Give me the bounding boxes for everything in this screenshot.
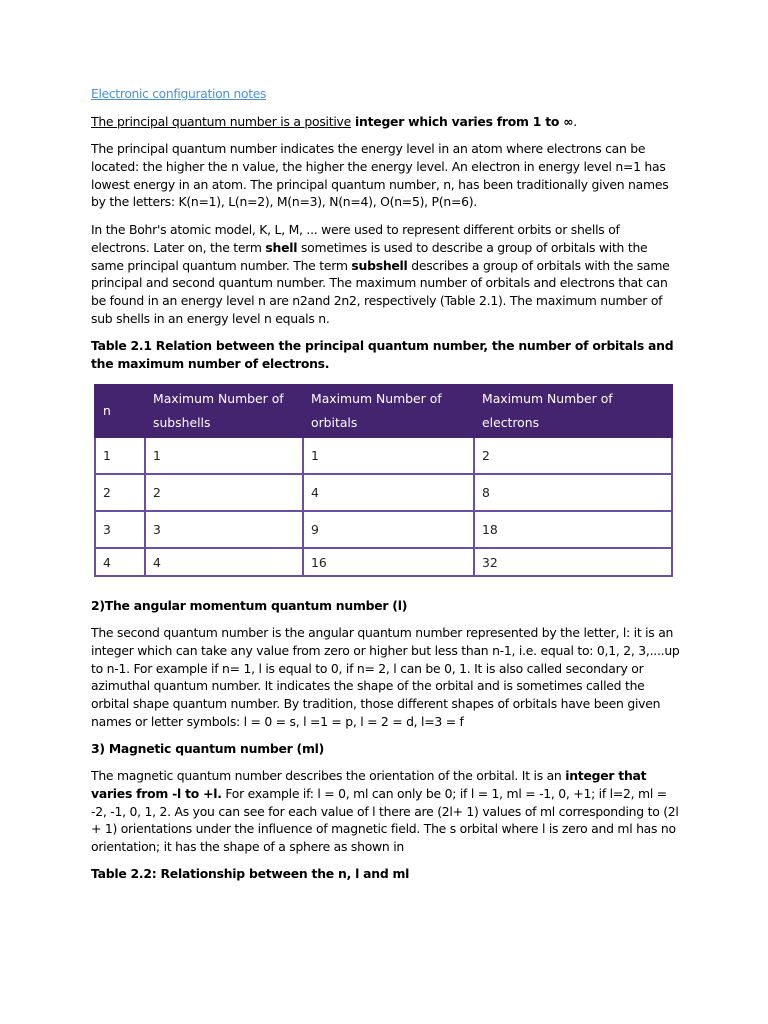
cell-orbitals: 16 xyxy=(303,548,474,576)
para2-text-c: sometimes is used to describe a group of orbitals with the same principal quantum number. The term xyxy=(91,239,648,273)
para4-text-a: The magnetic quantum number describes the orientation of the orbital. It is an xyxy=(91,768,566,783)
cell-electrons: 8 xyxy=(474,474,672,511)
heading-angular-momentum: 2)The angular momentum quantum number (l) xyxy=(91,598,408,613)
cell-orbitals: 1 xyxy=(303,437,474,474)
term-subshell: subshell xyxy=(351,257,408,273)
header-n: n xyxy=(95,385,145,437)
cell-orbitals: 4 xyxy=(303,474,474,511)
table1-caption: Table 2.1 Relation between the principal quantum number, the number of orbitals and the maximum number of electrons. xyxy=(91,338,674,371)
intro-end: . xyxy=(573,114,577,129)
cell-electrons: 32 xyxy=(474,548,672,576)
cell-orbitals: 9 xyxy=(303,511,474,548)
cell-subshells: 4 xyxy=(145,548,303,576)
para2-text-a: In the Bohr's atomic model, K, L, M, ... were used to represent different orbits or shells of electrons. Later on, the term xyxy=(91,222,620,255)
intro-line xyxy=(91,113,681,131)
cell-n: 2 xyxy=(95,474,145,511)
cell-subshells: 3 xyxy=(145,511,303,548)
cell-subshells: 2 xyxy=(145,474,303,511)
header-orbitals: Maximum Number of orbitals xyxy=(303,385,474,437)
cell-n: 3 xyxy=(95,511,145,548)
cell-n: 4 xyxy=(95,548,145,576)
term-shell: shell xyxy=(265,239,298,255)
cell-electrons: 2 xyxy=(474,437,672,474)
header-electrons: Maximum Number of electrons xyxy=(474,385,672,437)
cell-n: 1 xyxy=(95,437,145,474)
para2-text-e: describes a group of orbitals with the same principal and second quantum number. The maximum number of orbitals and electrons that can be found in an energy level n are n2and 2n2, respectively (Table 2.1). The maximum number of sub shells in an energy level n equals n. xyxy=(91,257,670,326)
para4-text-c: For example if: l = 0, ml can only be 0; if l = 1, ml = -1, 0, +1; if l=2, ml = -2, -1, 0, 1, 2. As you can see for each value of l there are (2l+ 1) values of ml corresponding to (2l + 1) orientations under the influence of magnetic field. The s orbital where l is zero and ml has no orientation; it has the shape of a sphere as shown in xyxy=(91,785,679,855)
table-row xyxy=(95,437,672,474)
paragraph-magnetic xyxy=(91,767,681,856)
cell-subshells: 1 xyxy=(145,437,303,474)
quantum-table xyxy=(94,384,673,577)
document-title-link[interactable]: Electronic configuration notes xyxy=(91,87,267,101)
header-subshells: Maximum Number of subshells xyxy=(145,385,303,437)
paragraph-principal: The principal quantum number indicates the energy level in an atom where electrons can be located: the higher the n value, the higher the energy level. An electron in energy level n=1 has lowest energy in an atom. The principal quantum number, n, has been traditionally given names by the letters: K(n=1), L(n=2), M(n=3), N(n=4), O(n=5), P(n=6). xyxy=(91,141,669,210)
intro-bold-text: integer which varies from 1 to ∞ xyxy=(350,114,574,129)
table-header-row xyxy=(95,385,672,437)
heading-magnetic: 3) Magnetic quantum number (ml) xyxy=(91,741,325,756)
cell-electrons: 18 xyxy=(474,511,672,548)
table-row xyxy=(95,511,672,548)
paragraph-angular: The second quantum number is the angular quantum number represented by the letter, l: it is an integer which can take any value from zero or higher but less than n-1, i.e. equal to: 0,1, 2, 3,....up to n-1. For example if n= 1, l is equal to 0, if n= 2, l can be 0, 1. It is also called secondary or azimuthal quantum number. It indicates the shape of the orbital and is sometimes called the orbital shape quantum number. By tradition, those different shapes of orbitals have been given names or letter symbols: l = 0 = s, l =1 = p, l = 2 = d, l=3 = f xyxy=(91,625,680,729)
table-row xyxy=(95,548,672,576)
paragraph-bohr xyxy=(91,221,681,328)
table-row xyxy=(95,474,672,511)
para4-bold: integer that varies from -l to +l. xyxy=(91,768,647,801)
intro-underlined-text: The principal quantum number is a positive xyxy=(91,114,351,129)
table2-caption: Table 2.2: Relationship between the n, l and ml xyxy=(91,866,410,881)
